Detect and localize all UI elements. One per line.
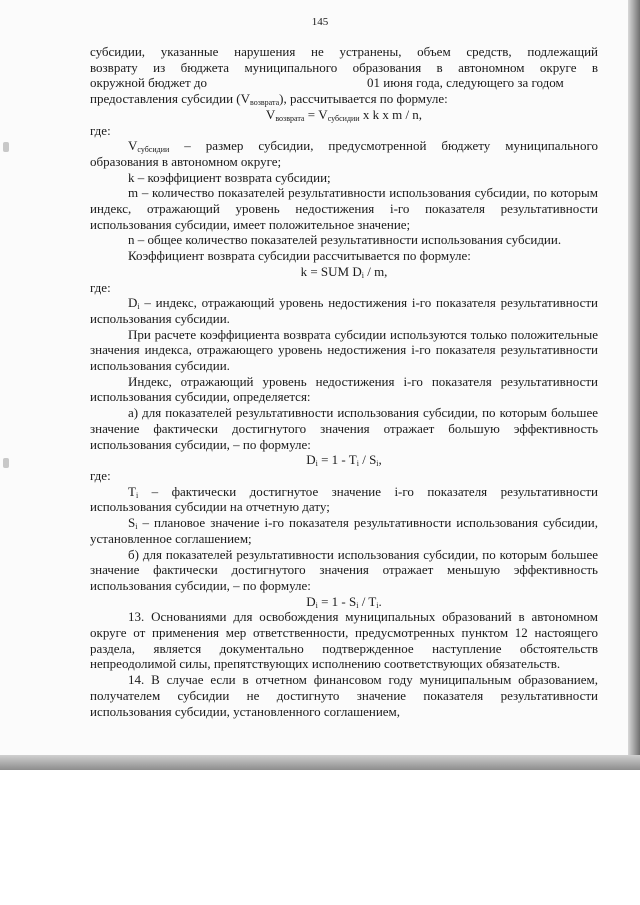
where-label: где: bbox=[90, 467, 111, 483]
definition-m: m – количество показателей результативности использования субсидии, по которым индекс, отражающий уровень недостижения i-го показателя результативности использования субсидии, имеет положительное значение; bbox=[90, 185, 598, 232]
index-definition: Индекс, отражающий уровень недостижения i-го показателя результативности использования субсидии, определяется: bbox=[90, 373, 598, 405]
where-label: где: bbox=[90, 122, 111, 138]
positive-values-note: При расчете коэффициента возврата субсидии используются только положительные значения индекса, отражающего уровень недостижения i-го показателя результативности использования субсидии. bbox=[90, 326, 598, 374]
page-bottom-shadow bbox=[0, 755, 640, 770]
binding-hole bbox=[3, 458, 9, 468]
where-label: где: bbox=[90, 279, 111, 295]
definition-n: n – общее количество показателей результативности использования субсидии. bbox=[128, 232, 562, 248]
document-body bbox=[90, 44, 598, 719]
definition-t: $T_i$ – фактически достигнутое значение i-го показателя результативности использования субсидии на отчетную дату; bbox=[90, 483, 598, 515]
paragraph-line: окружной бюджет до 01 июня года, следующего за годом bbox=[90, 75, 564, 91]
paragraph-line: возврату из бюджета муниципального образования в автономном округе в bbox=[90, 59, 598, 75]
binding-hole bbox=[3, 142, 9, 152]
paragraph-line: предоставления субсидии $(V_{возврата})$, рассчитывается по формуле: bbox=[90, 91, 448, 108]
k-intro: Коэффициент возврата субсидии рассчитывается по формуле: bbox=[128, 248, 471, 264]
formula-k: k = SUM $D_i$ / m, bbox=[300, 263, 388, 280]
formula-d-b: $D_i = 1 - S_i / T_i$. bbox=[306, 593, 382, 610]
page-edge-shadow bbox=[628, 0, 640, 770]
definition-s: $S_i$ – плановое значение i-го показателя результативности использования субсидии, установленное соглашением; bbox=[90, 515, 598, 546]
definition-v-subsidy: $V_{субсидии}$ – размер субсидии, предусмотренной бюджету муниципального образования в автономном округе; bbox=[90, 138, 598, 169]
formula-d-a: $D_i = 1 - T_i / S_i$, bbox=[306, 452, 382, 469]
formula-return-volume: $V_{возврата} = V_{субсидии}$ x k x m / n, bbox=[265, 106, 423, 123]
paragraph-line: субсидии, указанные нарушения не устранены, объем средств, подлежащий bbox=[90, 44, 598, 59]
clause-14: 14. В случае если в отчетном финансовом году муниципальным образованием, получателем субсидии не достигнуто значение показателя результативности использования субсидии, установленного соглашением, bbox=[90, 672, 598, 719]
case-b: б) для показателей результативности использования субсидии, по которым большее значение фактически достигнутого значения отражает меньшую эффективность использования субсидии, – по формуле: bbox=[90, 546, 598, 593]
page-number: 145 bbox=[311, 16, 329, 28]
case-a: а) для показателей результативности использования субсидии, по которым большее значение фактически достигнутого значения отражает большую эффективность использования субсидии, – по формуле: bbox=[90, 405, 598, 452]
definition-d: $D_i$ – индекс, отражающий уровень недостижения i-го показателя результативности использования субсидии. bbox=[90, 295, 598, 326]
clause-13: 13. Основаниями для освобождения муниципальных образований в автономном округе от применения мер ответственности, предусмотренных пунктом 12 настоящего раздела, является документально подтвержденное наступление обстоятельств непреодолимой силы, препятствующих исполнению соответствующих обязательств. bbox=[90, 609, 598, 672]
definition-k: k – коэффициент возврата субсидии; bbox=[128, 169, 331, 185]
